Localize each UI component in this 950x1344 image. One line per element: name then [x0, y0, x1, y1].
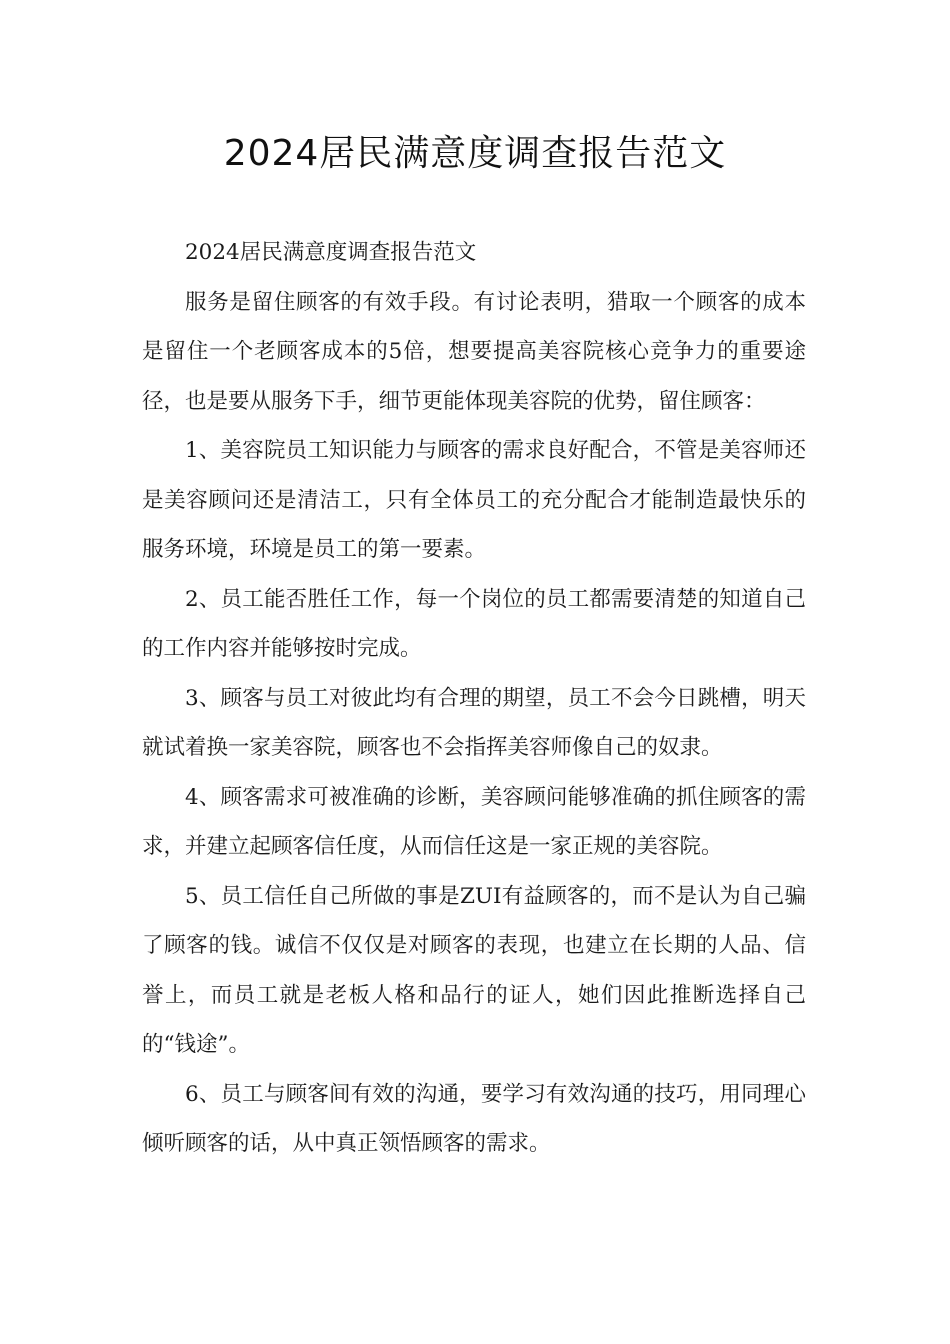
point-paragraph-4: 4、顾客需求可被准确的诊断，美容顾问能够准确的抓住顾客的需求，并建立起顾客信任度，从而信任这是一家正规的美容院。	[142, 784, 806, 859]
point-paragraph-2: 2、员工能否胜任工作，每一个岗位的员工都需要清楚的知道自己的工作内容并能够按时完成。	[142, 586, 806, 661]
document-title: 2024居民满意度调查报告范文	[223, 133, 727, 174]
point-paragraph-3: 3、顾客与员工对彼此均有合理的期望，员工不会今日跳槽，明天就试着换一家美容院，顾客也不会指挥美容师像自己的奴隶。	[142, 685, 806, 760]
point-paragraph-6: 6、员工与顾客间有效的沟通，要学习有效沟通的技巧，用同理心倾听顾客的话，从中真正领悟顾客的需求。	[142, 1081, 806, 1156]
point-paragraph-5: 5、员工信任自己所做的事是ZUI有益顾客的，而不是认为自己骗了顾客的钱。诚信不仅仅是对顾客的表现，也建立在长期的人品、信誉上，而员工就是老板人格和品行的证人，她们因此推断选择自己的“钱途”。	[142, 883, 806, 1057]
subtitle-paragraph: 2024居民满意度调查报告范文	[185, 240, 477, 265]
intro-paragraph: 服务是留住顾客的有效手段。有讨论表明，猎取一个顾客的成本是留住一个老顾客成本的5倍，想要提高美容院核心竞争力的重要途径，也是要从服务下手，细节更能体现美容院的优势，留住顾客：	[142, 289, 806, 414]
document-body	[142, 228, 806, 1169]
point-paragraph-1: 1、美容院员工知识能力与顾客的需求良好配合，不管是美容师还是美容顾问还是清洁工，只有全体员工的充分配合才能制造最快乐的服务环境，环境是员工的第一要素。	[142, 438, 806, 562]
